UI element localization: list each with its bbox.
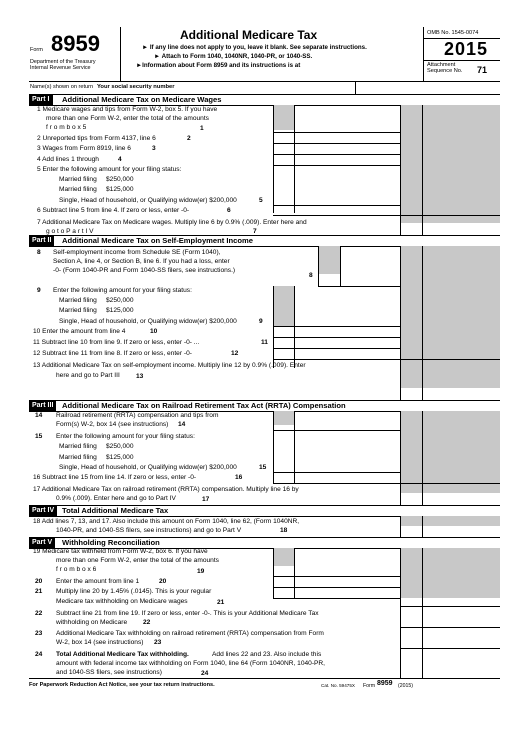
line-24-input[interactable] <box>423 668 499 676</box>
line-8-number: 8 <box>309 272 313 279</box>
part-2-label: Part II <box>29 236 54 246</box>
line-15-status-c: Single, Head of household, or Qualifying widow(er) $200,000 <box>59 464 237 471</box>
part-3-label: Part III <box>29 401 56 411</box>
part-4-title: Total Additional Medicare Tax <box>62 506 169 515</box>
line-3-input[interactable] <box>295 146 399 154</box>
line-24-text-a: Total Additional Medicare Tax withholding. <box>56 651 189 658</box>
line-15-number: 15 <box>259 464 267 471</box>
line-19-number: 19 <box>197 568 205 575</box>
dept-line2: Internal Revenue Service <box>30 65 91 71</box>
tax-year: 2015 <box>444 39 489 59</box>
line-1-text-a: 1 Medicare wages and tips from Form W-2, box 5. If you have <box>37 106 218 113</box>
line-22-label: 22 <box>35 610 43 617</box>
line-23-input[interactable] <box>423 639 499 647</box>
line-22-text-a: Subtract line 21 from line 19. If zero or less, enter -0-. This is your Additional Medicare Tax <box>56 610 319 617</box>
line-8-input[interactable] <box>341 277 399 285</box>
line-17-input[interactable] <box>423 495 499 503</box>
line-21-label: 21 <box>35 588 43 595</box>
part-3-title: Additional Medicare Tax on Railroad Retirement Tax Act (RRTA) Compensation <box>62 401 346 410</box>
line-17-text-b: 0.9% (.009). Enter here and go to Part IV <box>56 495 176 502</box>
name-label: Name(s) shown on return <box>30 84 94 90</box>
line-17-number: 17 <box>202 496 210 503</box>
line-13-text-b: here and go to Part III <box>56 372 120 379</box>
line-1-text-b: more than one Form W-2, enter the total of the amounts <box>46 115 209 122</box>
part-1-label: Part I <box>29 95 53 105</box>
line-14-text-a: Railroad retirement (RRTA) compensation and tips from <box>56 412 219 419</box>
line-20-label: 20 <box>35 578 43 585</box>
line-5-amount-a: $250,000 <box>106 176 134 183</box>
footer-notice: For Paperwork Reduction Act Notice, see your tax return instructions. <box>29 682 215 688</box>
line-5-amount-b: $125,000 <box>106 186 134 193</box>
attachment-label: Attachment <box>427 62 456 68</box>
line-12-text: 12 Subtract line 11 from line 8. If zero or less, enter -0- <box>33 350 192 357</box>
line-15-input[interactable] <box>295 464 399 472</box>
line-9-status-c: Single, Head of household, or Qualifying widow(er) $200,000 <box>59 318 237 325</box>
line-4-number: 4 <box>118 156 122 163</box>
line-15-text-a: Enter the following amount for your filing status: <box>56 433 195 440</box>
line-4-input[interactable] <box>295 157 399 165</box>
form-number: 8959 <box>51 31 100 56</box>
line-9-status-b: Married filing <box>59 307 97 314</box>
form-label: Form <box>30 47 43 53</box>
sequence-number: 71 <box>477 65 488 75</box>
line-15-amount-a: $250,000 <box>106 443 134 450</box>
line-1-text-c: f r o m b o x 5 <box>46 124 87 131</box>
sequence-label: Sequence No. <box>427 68 463 74</box>
line-24-label: 24 <box>35 651 43 658</box>
line-21-text-b: Medicare tax withholding on Medicare wages <box>56 598 188 605</box>
line-9-status-a: Married filing <box>59 297 97 304</box>
line-5-status-b: Married filing <box>59 186 97 193</box>
part-4-label: Part IV <box>29 506 57 516</box>
line-6-input[interactable] <box>295 207 399 215</box>
footer-form-label: Form <box>363 683 376 689</box>
instruction-3: ►Information about Form 8959 and its instructions is at <box>136 62 301 69</box>
line-2-number: 2 <box>187 135 191 142</box>
line-15-status-b: Married filing <box>59 454 97 461</box>
part-5-title: Withholding Reconciliation <box>62 538 160 547</box>
line-3-text: 3 Wages from Form 8919, line 6 <box>37 145 131 152</box>
line-14-number: 14 <box>178 421 186 428</box>
line-14-label: 14 <box>35 412 43 419</box>
line-19-text-b: more than one Form W-2, enter the total of the amounts <box>56 557 219 564</box>
instruction-2: ► Attach to Form 1040, 1040NR, 1040-PR, or 1040-SS. <box>154 53 313 60</box>
line-24-text-c: and 1040-SS filers, see instructions) <box>56 669 162 676</box>
line-1-number: 1 <box>200 125 204 132</box>
line-23-label: 23 <box>35 630 43 637</box>
line-22-input[interactable] <box>423 618 499 626</box>
form-title: Additional Medicare Tax <box>180 28 318 42</box>
line-2-text: 2 Unreported tips from Form 4137, line 6 <box>37 135 156 142</box>
line-24-text-a2: Add lines 22 and 23. Also include this <box>212 651 322 658</box>
line-22-text-b: withholding on Medicare <box>56 619 128 626</box>
line-6-number: 6 <box>227 207 231 214</box>
line-14-text-b: Form(s) W-2, box 14 (see instructions) <box>56 421 169 428</box>
line-18-input[interactable] <box>423 527 499 535</box>
line-15-amount-b: $125,000 <box>106 454 134 461</box>
line-12-number: 12 <box>231 350 239 357</box>
line-15-label: 15 <box>35 433 43 440</box>
line-11-number: 11 <box>261 339 268 346</box>
line-19-text-a: 19 Medicare tax withheld from Form W-2, box 6. If you have <box>33 548 208 555</box>
line-7-text-b: g o t o P a r t I V <box>46 228 94 235</box>
line-18-number: 18 <box>280 527 288 534</box>
line-5-text-a: 5 Enter the following amount for your filing status: <box>37 166 182 173</box>
line-8-text-a: Self-employment income from Schedule SE (Form 1040), <box>53 249 221 256</box>
line-19-text-c: f r o m b o x 6 <box>56 566 97 573</box>
line-20-number: 20 <box>159 578 167 585</box>
line-7-number: 7 <box>253 228 257 235</box>
line-10-number: 10 <box>150 328 158 335</box>
footer-year: (2015) <box>398 683 413 689</box>
line-13-text-a: 13 Additional Medicare Tax on self-employment income. Multiply line 12 by 0.9% (.009). Enter <box>33 362 306 369</box>
line-24-number: 24 <box>201 670 209 677</box>
line-10-text: 10 Enter the amount from line 4 <box>33 328 126 335</box>
footer-form-number: 8959 <box>377 680 393 687</box>
line-13-number: 13 <box>136 373 144 380</box>
line-13-input[interactable] <box>423 379 499 387</box>
line-7-text-a: 7 Additional Medicare Tax on Medicare wages. Multiply line 6 by 0.9% (.009). Enter here and <box>37 219 307 226</box>
line-9-amount-b: $125,000 <box>106 307 134 314</box>
instruction-1: ► If any line does not apply to you, leave it blank. See separate instructions. <box>142 44 367 51</box>
line-9-text-a: Enter the following amount for your filing status: <box>53 287 192 294</box>
line-5-status-c: Single, Head of household, or Qualifying widow(er) $200,000 <box>59 197 237 204</box>
line-11-input[interactable] <box>295 340 399 348</box>
omb-number: OMB No. 1545-0074 <box>427 30 479 36</box>
line-8-text-b: Section A, line 4, or Section B, line 6. If you had a loss, enter <box>53 258 230 265</box>
part-5-label: Part V <box>29 538 55 548</box>
line-12-input[interactable] <box>295 351 399 359</box>
line-9-input[interactable] <box>295 318 399 326</box>
line-15-status-a: Married filing <box>59 443 97 450</box>
line-23-text-a: Additional Medicare Tax withholding on railroad retirement (RRTA) compensation from Form <box>56 630 324 637</box>
line-22-number: 22 <box>143 619 151 626</box>
ssn-label: Your social security number <box>97 84 175 90</box>
footer-cat-number: Cat. No. 59475X <box>321 683 355 688</box>
part-1-title: Additional Medicare Tax on Medicare Wages <box>62 95 222 104</box>
line-19-input[interactable] <box>295 568 399 576</box>
line-3-number: 3 <box>152 145 156 152</box>
line-1-input[interactable] <box>295 124 399 132</box>
line-20-input[interactable] <box>295 579 399 587</box>
line-16-input[interactable] <box>295 475 399 483</box>
form-page <box>29 27 500 689</box>
line-9-amount-a: $250,000 <box>106 297 134 304</box>
line-17-text-a: 17 Additional Medicare Tax on railroad retirement (RRTA) compensation. Multiply line 16 by <box>33 486 299 493</box>
line-6-text: 6 Subtract line 5 from line 4. If zero or less, enter -0- <box>37 207 190 214</box>
line-9-label: 9 <box>37 287 41 294</box>
line-8-text-c: -0- (Form 1040-PR and Form 1040-SS filers, see instructions.) <box>53 267 236 274</box>
line-7-input[interactable] <box>423 226 499 234</box>
line-24-text-b: amount with federal income tax withholding on Form 1040, line 64 (Form 1040NR, 1040-PR, <box>56 660 326 667</box>
line-21-input[interactable] <box>295 589 399 597</box>
line-5-number: 5 <box>259 197 263 204</box>
dept-line1: Department of the Treasury <box>30 59 96 65</box>
line-16-text: 16 Subtract line 15 from line 14. If zero or less, enter -0- <box>33 474 197 481</box>
line-21-number: 21 <box>217 599 225 606</box>
line-14-input[interactable] <box>295 422 399 430</box>
line-4-text: 4 Add lines 1 through <box>37 156 99 163</box>
line-21-text-a: Multiply line 20 by 1.45% (.0145). This is your regular <box>56 588 212 595</box>
line-9-number: 9 <box>259 318 263 325</box>
line-2-input[interactable] <box>295 135 399 143</box>
line-18-text-a: 18 Add lines 7, 13, and 17. Also include this amount on Form 1040, line 62, (Form 1040NR, <box>33 518 300 525</box>
line-11-text: 11 Subtract line 10 from line 9. If zero or less, enter -0- ... <box>33 339 200 346</box>
line-8-label: 8 <box>37 249 41 256</box>
line-23-number: 23 <box>154 639 162 646</box>
part-2-title: Additional Medicare Tax on Self-Employment Income <box>62 236 254 245</box>
line-18-text-b: 1040-PR, and 1040-SS filers, see instructions) and go to Part V <box>56 527 242 534</box>
form-header <box>29 27 500 82</box>
line-23-text-b: W-2, box 14 (see instructions) <box>56 639 144 646</box>
line-16-number: 16 <box>235 474 243 481</box>
line-20-text: Enter the amount from line 1 <box>56 578 140 585</box>
line-5-status-a: Married filing <box>59 176 97 183</box>
line-5-input[interactable] <box>295 197 399 205</box>
line-10-input[interactable] <box>295 329 399 337</box>
